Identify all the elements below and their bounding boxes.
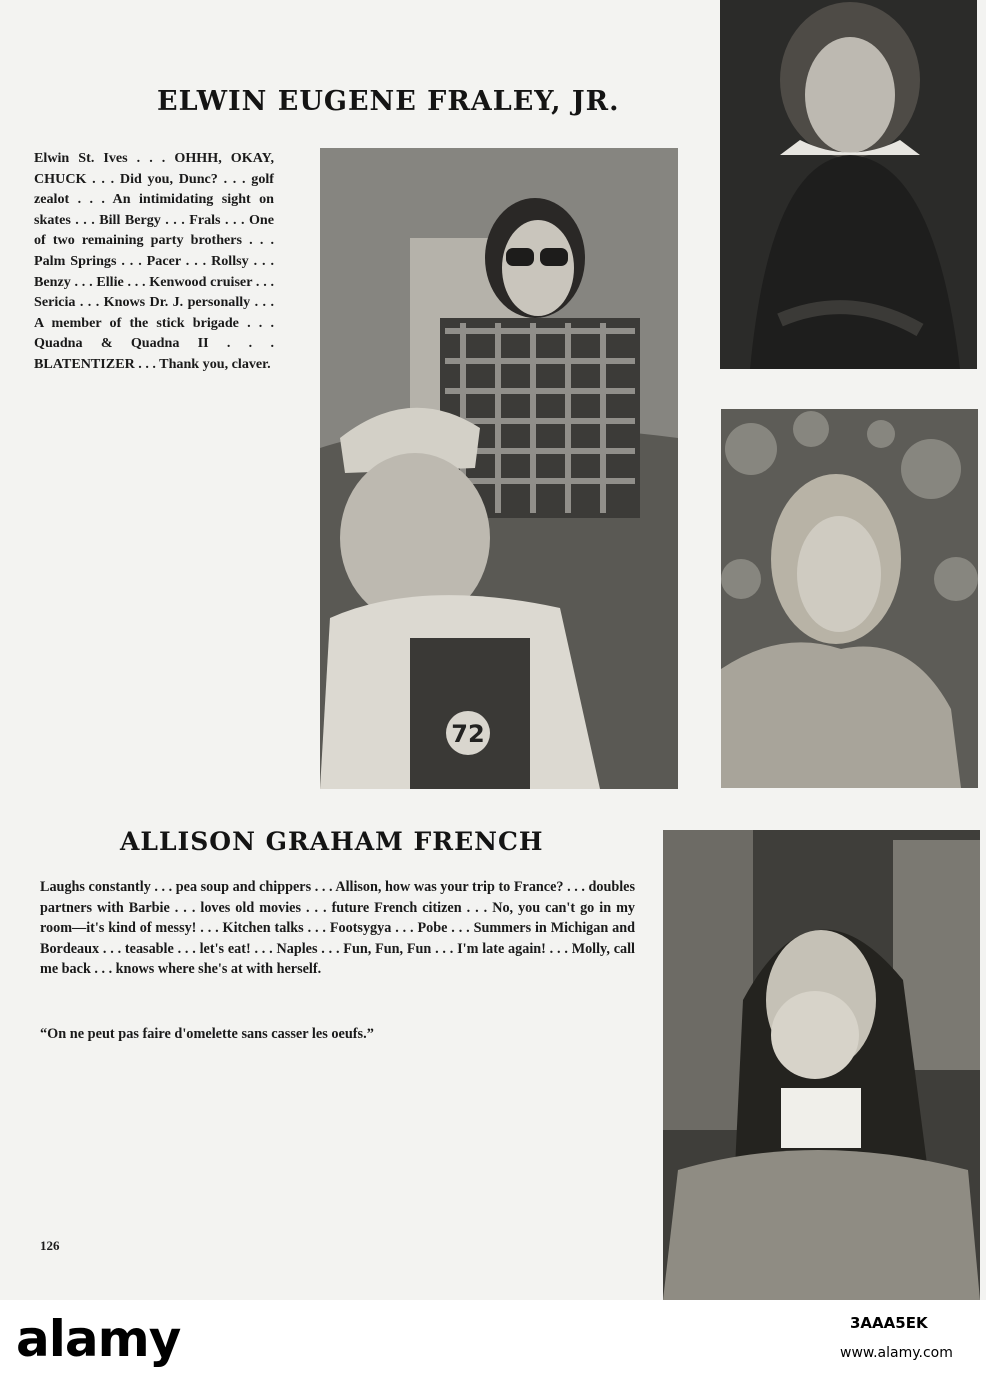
watermark-bar: [0, 1300, 986, 1390]
jersey-number-badge: [446, 711, 490, 755]
student-quote-french: “On ne peut pas faire d'omelette sans casser les oeufs.”: [40, 1026, 374, 1042]
student-name-french: ALLISON GRAHAM FRENCH: [120, 827, 544, 856]
candid-photo-french: [721, 409, 978, 788]
svg-text:72: 72: [451, 720, 485, 748]
student-bio-fraley: Elwin St. Ives . . . OHHH, OKAY, CHUCK . . . Did you, Dunc? . . . golf zealot . . . An intimidating sight on skates . . . Bill Bergy . . . Frals . . . One of two remaining party brothers . . . Palm Springs . . . Pacer . . . Rollsy . . . Benzy . . . Ellie . . . Kenwood cruiser . . . Sericia . . . Knows Dr. J. personally . . . A member of the stick brigade . . . Quadna & Quadna II . . . BLATENTIZER . . . Thank you, claver.: [34, 150, 274, 372]
student-name-fraley: ELWIN EUGENE FRALEY, JR.: [157, 86, 620, 117]
watermark-image-id: 3AAA5EK: [850, 1314, 928, 1332]
watermark-logo: alamy: [16, 1310, 181, 1368]
watermark-url: www.alamy.com: [840, 1345, 953, 1361]
portrait-photo-bubblegum: [663, 830, 980, 1300]
candid-photo-two-boys: [320, 148, 678, 789]
page-number: 126: [40, 1238, 60, 1253]
student-bio-french: Laughs constantly . . . pea soup and chippers . . . Allison, how was your trip to France? . . . doubles partners with Barbie . . . loves old movies . . . future French citizen . . . No, you can't go in my room—it's kind of messy! . . . Kitchen talks . . . Footsygya . . . Pobe . . . Summers in Michigan and Bordeaux . . . teasable . . . let's eat! . . . Naples . . . Fun, Fun, Fun . . . I'm late again! . . . Molly, call me back . . . knows where she's at with herself.: [40, 879, 635, 978]
portrait-photo-fraley: [720, 0, 977, 369]
